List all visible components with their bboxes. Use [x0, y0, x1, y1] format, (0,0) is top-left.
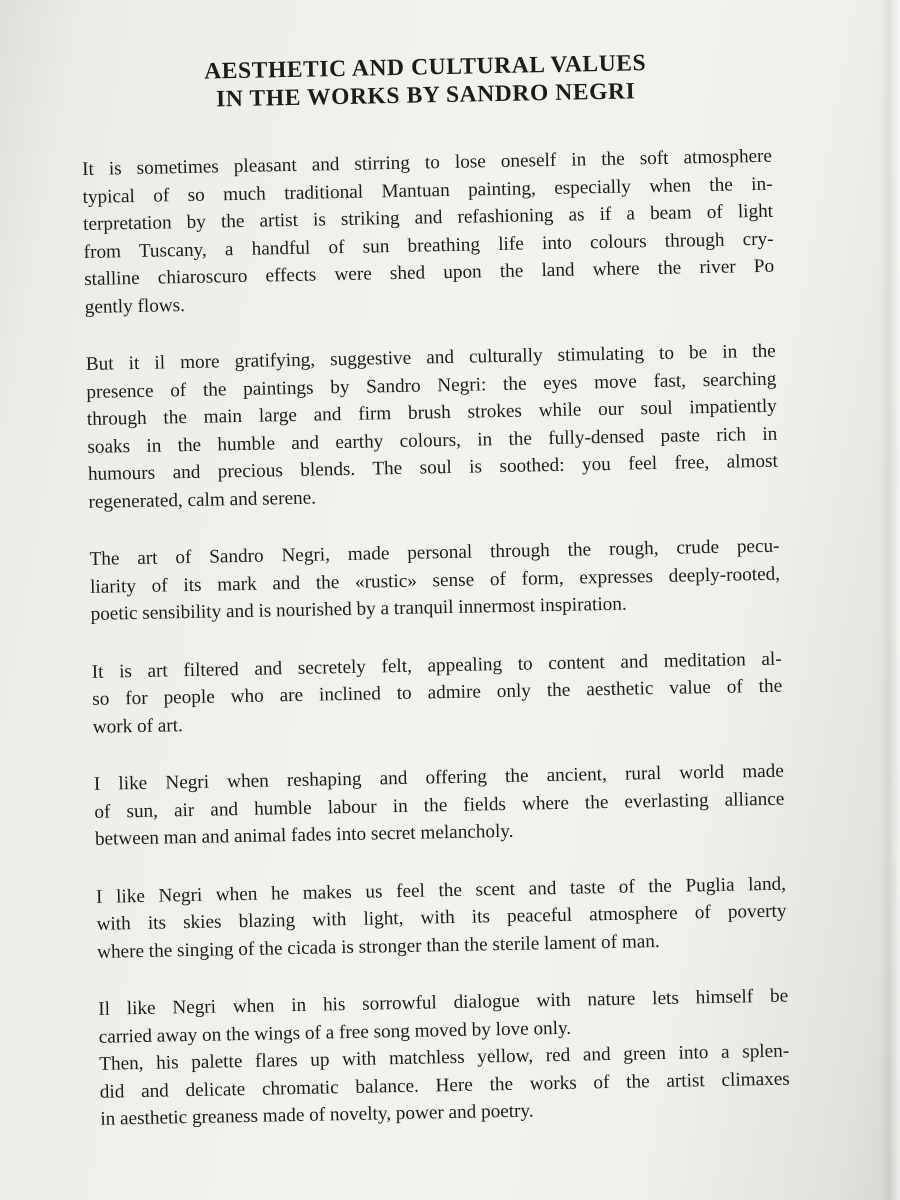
text-line: It is sometimes pleasant and stirring to lose oneself in the soft atmosphere — [81, 145, 773, 180]
text-line: where the singing of the cicada is stronger than the sterile lament of man. — [96, 930, 660, 963]
text-line: The art of Sandro Negri, made personal through the rough, crude pecu- — [89, 535, 780, 570]
text-line: humours and precious blends. The soul is soothed: you feel free, almost — [87, 450, 779, 485]
text-line: I like Negri when reshaping and offering the ancient, rural world made — [93, 760, 784, 795]
page-title — [80, 47, 771, 116]
paragraph-7 — [98, 983, 791, 1134]
text-line: presence of the paintings by Sandro Negri: the eyes move fast, searching — [86, 368, 777, 403]
title-line: AESTHETIC AND CULTURAL VALUES — [203, 50, 647, 85]
text-line: from Tuscany, a handful of sun breathing life into colours through cry- — [83, 228, 774, 263]
paragraph-5 — [94, 758, 785, 854]
title-line: IN THE WORKS BY SANDRO NEGRI — [215, 78, 636, 113]
text-line: typical of so much traditional Mantuan painting, especially when the in- — [82, 173, 773, 208]
text-line: did and delicate chromatic balance. Here the works of the artist climaxes — [99, 1068, 790, 1103]
text-line: regenerated, calm and serene. — [88, 487, 317, 513]
text-line: of sun, air and humble labour in the fields where the everlasting alliance — [94, 788, 785, 823]
paragraph-1 — [82, 143, 775, 321]
text-line: so for people who are inclined to admire only the aesthetic value of the — [92, 675, 783, 710]
text-line: But it il more gratifying, suggestive and culturally stimulating to be in the — [85, 340, 776, 375]
page-content — [80, 47, 791, 1164]
text-line: Then, his palette flares up with matchless yellow, red and green into a splen- — [99, 1040, 790, 1075]
text-line: between man and animal fades into secret melancholy. — [94, 820, 514, 850]
text-line: It is art filtered and secretely felt, appealing to content and meditation al- — [91, 648, 782, 683]
text-line: in aesthetic greaness made of novelty, power and poetry. — [100, 1100, 534, 1130]
text-line: carried away on the wings of a free song moved by love only. — [98, 1017, 572, 1048]
text-line: work of art. — [92, 714, 184, 738]
paragraph-4 — [91, 645, 782, 741]
page-edge-shadow — [878, 0, 900, 1200]
text-line: Il like Negri when in his sorrowful dialogue with nature lets himself be — [98, 985, 789, 1020]
text-line: with its skies blazing with light, with its peaceful atmosphere of poverty — [96, 900, 787, 935]
paragraph-2 — [86, 338, 779, 516]
text-line: gently flows. — [84, 294, 186, 318]
text-line: soaks in the humble and earthy colours, in the fully-densed paste rich in — [87, 423, 778, 458]
text-line: stalline chiaroscuro effects were shed upon the land where the river Po — [84, 255, 775, 290]
text-line: through the main large and firm brush strokes while our soul impatiently — [86, 395, 777, 430]
text-line: terpretation by the artist is striking and refashioning as if a beam of light — [82, 200, 774, 235]
text-line: liarity of its mark and the «rustic» sense of form, expresses deeply-rooted, — [89, 563, 781, 598]
text-line: poetic sensibility and is nourished by a tranquil innermost inspiration. — [90, 593, 627, 625]
paragraph-3 — [89, 533, 780, 629]
text-line: I like Negri when he makes us feel the scent and taste of the Puglia land, — [95, 873, 787, 908]
paragraph-6 — [96, 870, 787, 966]
